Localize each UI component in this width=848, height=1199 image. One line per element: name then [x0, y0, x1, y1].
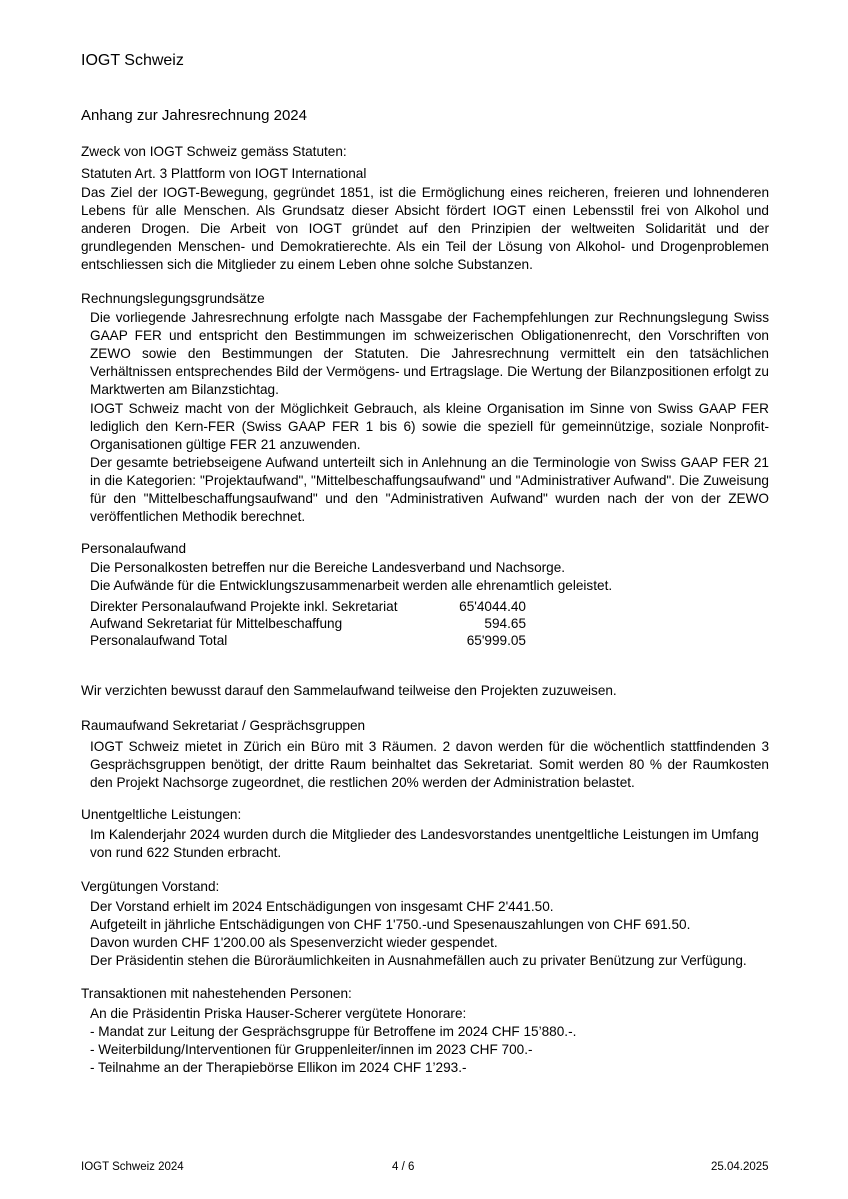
- row-label: Aufwand Sekretariat für Mittelbeschaffung: [90, 616, 343, 631]
- row-value: 65'4044.40: [459, 599, 526, 614]
- page-title: Anhang zur Jahresrechnung 2024: [81, 107, 307, 124]
- footer-date: 25.04.2025: [711, 1161, 769, 1173]
- personalaufwand-heading: Personalaufwand: [81, 541, 187, 556]
- transaktionen-line: An die Präsidentin Priska Hauser-Scherer vergütete Honorare:: [90, 1006, 467, 1021]
- raumaufwand-heading: Raumaufwand Sekretariat / Gesprächsgruppen: [81, 718, 366, 733]
- transaktionen-block: [90, 1005, 769, 1077]
- verguetungen-line: Davon wurden CHF 1'200.00 als Spesenverzicht wieder gespendet.: [90, 935, 498, 950]
- row-label: Personalaufwand Total: [90, 633, 228, 648]
- row-value: 65'999.05: [466, 633, 526, 648]
- personalaufwand-line-1: Die Personalkosten betreffen nur die Bereiche Landesverband und Nachsorge.: [90, 560, 566, 575]
- zweck-paragraph: Das Ziel der IOGT-Bewegung, gegründet 1851, ist die Ermöglichung eines reicheren, freieren und lohnenderen Lebens für alle Menschen. Als Grundsatz dieser Absicht fördert IOGT einen Lebensstil frei von Alkohol und anderen Drogen. Die Arbeit von IOGT gründet auf den Prinzipien der weltweiten Solidarität und der grundlegenden Menschen- und Demokratierechte. Als ein Teil der Lösung von Alkohol- und Drogenproblemen entschliessen sich die Mitglieder zu einem Leben ohne solche Substanzen.: [81, 185, 769, 272]
- rechnungslegung-paragraph-3: Der gesamte betriebseigene Aufwand unterteilt sich in Anlehnung an die Terminologie von Swiss GAAP FER 21 in die Kategorien: "Projektaufwand", "Mittelbeschaffungsaufwand" und "Administrativer Aufwand". Die Zuweisung für den "Mittelbeschaffungsaufwand" und den "Administrativen Aufwand" wurden nach der von der ZEWO veröffentlichen Methodik berechnet.: [90, 455, 769, 524]
- page-number: 4 / 6: [392, 1161, 415, 1173]
- row-label: Direkter Personalaufwand Projekte inkl. Sekretariat: [90, 599, 398, 614]
- verguetungen-heading: Vergütungen Vorstand:: [81, 879, 220, 894]
- personalaufwand-row: [90, 598, 526, 616]
- zweck-heading: Zweck von IOGT Schweiz gemäss Statuten:: [81, 144, 347, 159]
- verguetungen-line: Der Vorstand erhielt im 2024 Entschädigungen von insgesamt CHF 2'441.50.: [90, 899, 554, 914]
- transaktionen-heading: Transaktionen mit nahestehenden Personen:: [81, 986, 352, 1001]
- verguetungen-block: [90, 898, 769, 970]
- personalaufwand-total-row: [90, 632, 526, 650]
- organization-header: IOGT Schweiz: [81, 52, 184, 69]
- verguetungen-line: Aufgeteilt in jährliche Entschädigungen von CHF 1'750.-und Spesenauszahlungen von CHF 691.50.: [90, 917, 691, 932]
- unentgeltlich-paragraph: Im Kalenderjahr 2024 wurden durch die Mitglieder des Landesvorstandes unentgeltliche Leistungen im Umfang von rund 622 Stunden erbracht.: [90, 827, 759, 860]
- zweck-subheading: Statuten Art. 3 Plattform von IOGT International: [81, 166, 367, 181]
- unentgeltlich-heading: Unentgeltliche Leistungen:: [81, 807, 242, 822]
- sammelaufwand-note: Wir verzichten bewusst darauf den Sammelaufwand teilweise den Projekten zuzuweisen.: [81, 683, 617, 698]
- raumaufwand-paragraph: IOGT Schweiz mietet in Zürich ein Büro mit 3 Räumen. 2 davon werden für die wöchentlich stattfindenden 3 Gesprächsgruppen benötigt, der dritte Raum beinhaltet das Sekretariat. Somit werden 80 % der Raumkosten den Projekt Nachsorge zugeordnet, die restlichen 20% werden der Administration belastet.: [90, 739, 769, 790]
- transaktionen-line: - Mandat zur Leitung der Gesprächsgruppe für Betroffene im 2024 CHF 15’880.-.: [90, 1024, 577, 1039]
- rechnungslegung-paragraph-1: Die vorliegende Jahresrechnung erfolgte nach Massgabe der Fachempfehlungen zur Rechnungslegung Swiss GAAP FER und entspricht den Bestimmungen im schweizerischen Obligationenrecht, den Vorschriften von ZEWO sowie den Bestimmungen der Statuten. Die Jahresrechnung vermittelt ein den tatsächlichen Verhältnissen entsprechendes Bild der Vermögens- und Ertragslage. Die Wertung der Bilanzpositionen erfolgt zu Marktwerten am Bilanzstichtag.: [90, 310, 769, 397]
- footer-left: IOGT Schweiz 2024: [81, 1161, 184, 1173]
- row-value: 594.65: [484, 616, 526, 631]
- verguetungen-line: Der Präsidentin stehen die Büroräumlichkeiten in Ausnahmefällen auch zu privater Benützung zur Verfügung.: [90, 953, 747, 968]
- transaktionen-line: - Weiterbildung/Interventionen für Gruppenleiter/innen im 2023 CHF 700.-: [90, 1042, 533, 1057]
- personalaufwand-row: [90, 615, 526, 633]
- rechnungslegung-heading: Rechnungslegungsgrundsätze: [81, 291, 265, 306]
- transaktionen-line: - Teilnahme an der Therapiebörse Ellikon im 2024 CHF 1’293.-: [90, 1060, 467, 1075]
- rechnungslegung-paragraph-2: IOGT Schweiz macht von der Möglichkeit Gebrauch, als kleine Organisation im Sinne von Swiss GAAP FER lediglich den Kern-FER (Swiss GAAP FER 1 bis 6) sowie die speziell für gemeinnützige, soziale Nonprofit-Organisationen gültige FER 21 anzuwenden.: [90, 401, 769, 452]
- personalaufwand-line-2: Die Aufwände für die Entwicklungszusammenarbeit werden alle ehrenamtlich geleistet.: [90, 578, 613, 593]
